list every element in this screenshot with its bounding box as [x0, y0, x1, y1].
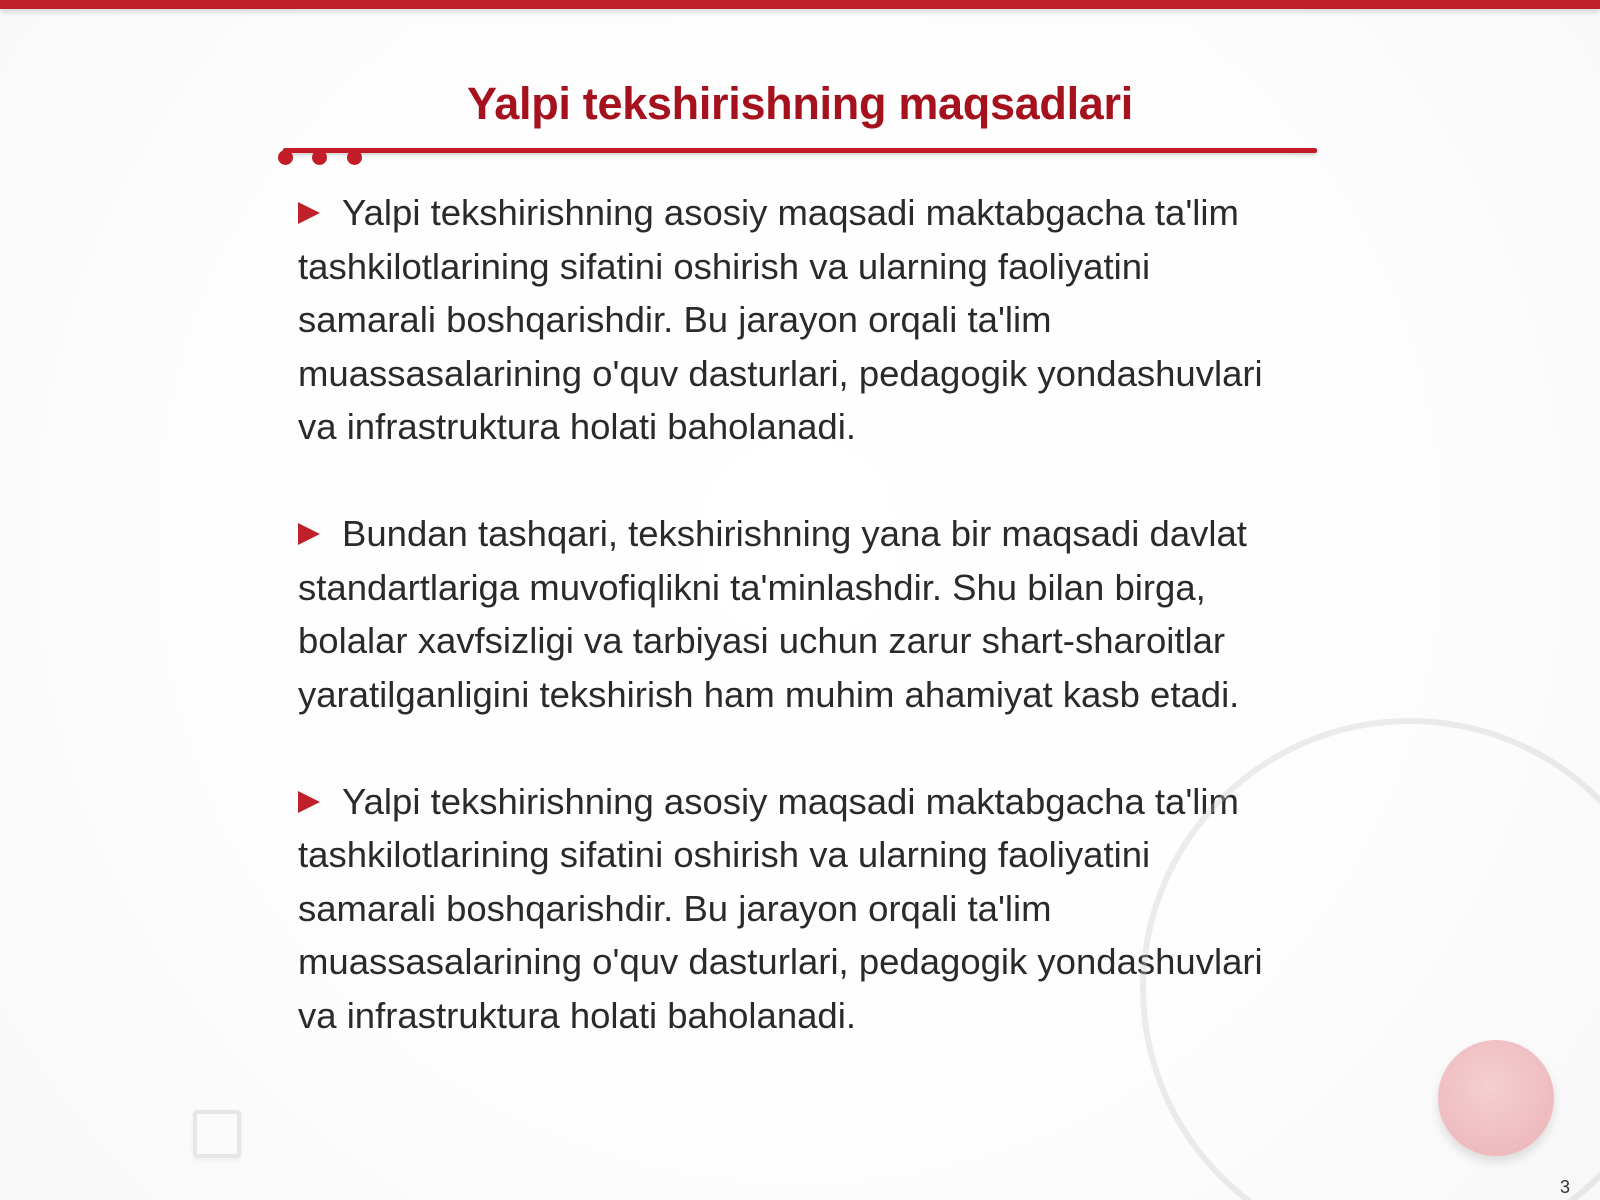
accent-dot-3: [347, 150, 362, 165]
decorative-square: [193, 1110, 241, 1158]
triangle-right-icon: [298, 202, 320, 224]
accent-dot-1: [278, 150, 293, 165]
decorative-pink-circle: [1438, 1040, 1554, 1156]
slide-title: Yalpi tekshirishning maqsadlari: [467, 78, 1133, 129]
triangle-right-icon: [298, 523, 320, 545]
accent-dot-2: [312, 150, 327, 165]
title-underline: [283, 148, 1317, 153]
bullet-paragraph-1: [298, 186, 1298, 454]
bullet-text-1: Yalpi tekshirishning asosiy maqsadi maktabgacha ta'lim tashkilotlarining sifatini oshirish va ularning faoliyatini samarali boshqarishdir. Bu jarayon orqali ta'lim muassasalarining o'quv dasturlari, pedagogik yondashuvlari va infrastruktura holati baholanadi.: [298, 192, 1263, 447]
bullet-text-2: Bundan tashqari, tekshirishning yana bir maqsadi davlat standartlariga muvofiqlikni ta'minlashdir. Shu bilan birga, bolalar xavfsizligi va tarbiyasi uchun zarur shart-sharoitlar yaratilganligini tekshirish ham muhim ahamiyat kasb etadi.: [298, 513, 1247, 715]
bullet-text-3: Yalpi tekshirishning asosiy maqsadi maktabgacha ta'lim tashkilotlarining sifatini oshirish va ularning faoliyatini samarali boshqarishdir. Bu jarayon orqali ta'lim muassasalarining o'quv dasturlari, pedagogik yondashuvlari va infrastruktura holati baholanadi.: [298, 780, 1263, 1036]
bullet-paragraph-2: [298, 507, 1298, 721]
top-accent-bar: [0, 0, 1600, 9]
page-number: 3: [1559, 1177, 1570, 1197]
triangle-right-icon: [298, 791, 320, 813]
